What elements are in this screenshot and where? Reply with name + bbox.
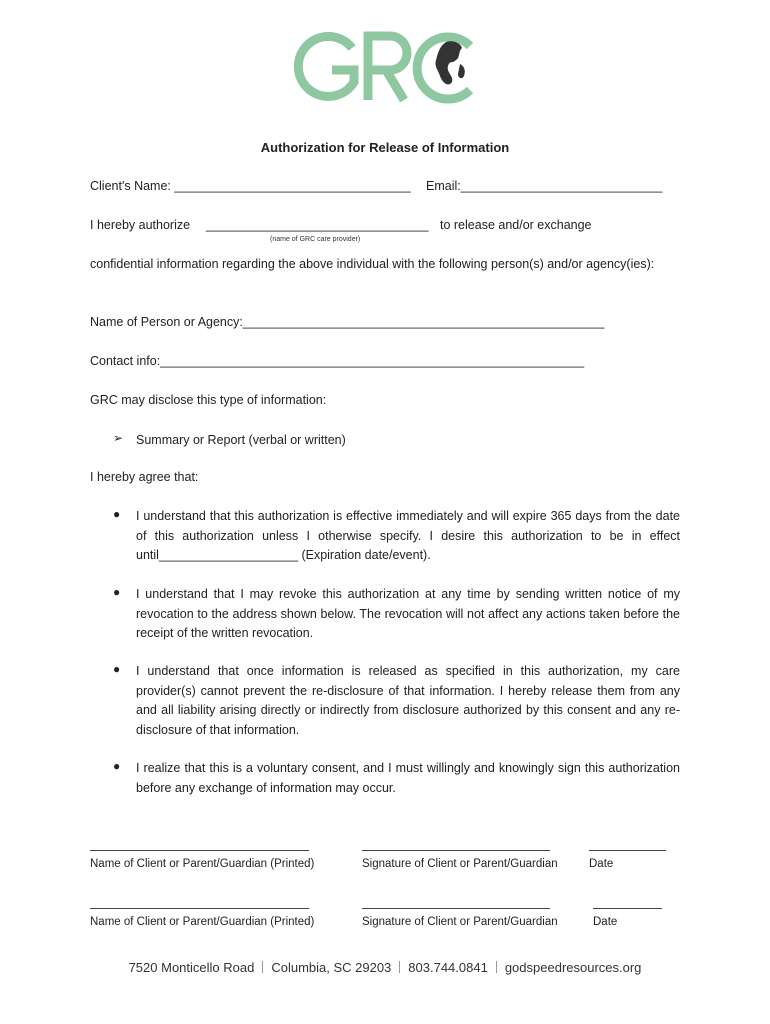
arrow-bullet-icon: ➢ <box>113 431 124 445</box>
authorize-label: I hereby authorize <box>90 218 191 232</box>
bullet-icon: ● <box>113 507 121 521</box>
agree-label: I hereby agree that: <box>90 470 199 484</box>
bullet-icon: ● <box>113 585 121 599</box>
signature-label: Signature of Client or Parent/Guardian <box>362 916 558 928</box>
client-name-field[interactable]: Client's Name: __________________________________ <box>90 179 411 193</box>
bullet-icon: ● <box>113 759 121 773</box>
disclose-item-text: Summary or Report (verbal or written) <box>136 433 346 447</box>
care-provider-caption: (name of GRC care provider) <box>270 236 361 243</box>
date-line[interactable] <box>589 850 666 851</box>
authorize-suffix: to release and/or exchange <box>440 218 592 232</box>
footer-divider <box>262 961 263 973</box>
printed-name-line[interactable] <box>90 850 309 851</box>
person-agency-field[interactable]: Name of Person or Agency:____________________________________________________ <box>90 315 605 329</box>
signature-line[interactable] <box>362 850 550 851</box>
agreement-text: I understand that I may revoke this authorization at any time by sending written notice of my revocation to the address shown below. The revocation will not affect any actions taken before the receipt of the written revocation. <box>136 587 680 640</box>
footer-website[interactable]: godspeedresources.org <box>504 960 642 975</box>
date-line[interactable] <box>593 908 662 909</box>
agreement-text: I understand that this authorization is effective immediately and will expire 365 days from the date of this authorization unless I otherwise specify. I desire this authorization to be in effect until____________________ (Expiration date/event). <box>136 509 680 562</box>
printed-name-label: Name of Client or Parent/Guardian (Printed) <box>90 858 315 870</box>
grc-logo <box>290 30 480 106</box>
care-provider-field[interactable]: ________________________________ <box>206 218 429 232</box>
bullet-icon: ● <box>113 662 121 676</box>
footer-divider <box>399 961 400 973</box>
footer-divider <box>496 961 497 973</box>
contact-info-field[interactable]: Contact info:_____________________________________________________________ <box>90 354 585 368</box>
document-title: Authorization for Release of Information <box>260 140 510 155</box>
footer-address: 7520 Monticello Road <box>128 960 255 975</box>
agreement-text: I realize that this is a voluntary consent, and I must willingly and knowingly sign this authorization before any exchange of information may occur. <box>136 761 680 795</box>
date-label: Date <box>593 916 618 928</box>
email-field[interactable]: Email:_____________________________ <box>426 179 663 193</box>
footer <box>0 960 770 975</box>
date-label: Date <box>589 858 614 870</box>
printed-name-label: Name of Client or Parent/Guardian (Printed) <box>90 916 315 928</box>
disclose-label: GRC may disclose this type of information: <box>90 393 327 407</box>
printed-name-line[interactable] <box>90 908 309 909</box>
footer-phone: 803.744.0841 <box>408 960 488 975</box>
confidential-paragraph: confidential information regarding the above individual with the following person(s) and/or agency(ies): <box>90 257 655 271</box>
footer-city: Columbia, SC 29203 <box>271 960 392 975</box>
signature-label: Signature of Client or Parent/Guardian <box>362 858 558 870</box>
agreement-text: I understand that once information is released as specified in this authorization, my care provider(s) cannot prevent the re-disclosure of that information. I hereby release them from any and all liability arising directly or indirectly from disclosure authorized by this consent and any re-disclosure of that information. <box>136 664 680 737</box>
signature-line[interactable] <box>362 908 550 909</box>
